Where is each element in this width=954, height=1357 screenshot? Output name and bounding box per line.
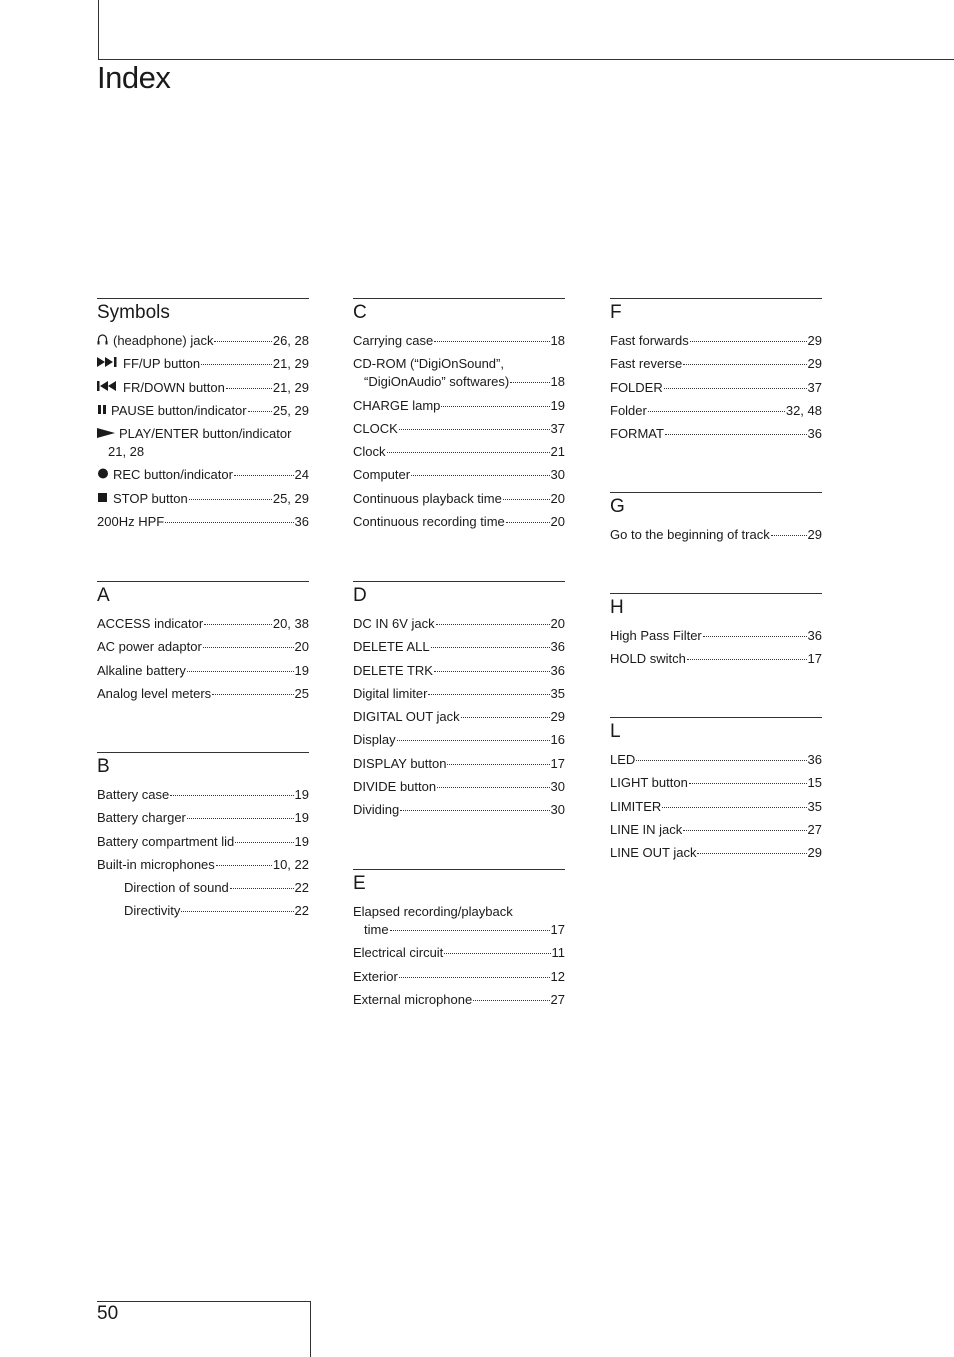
entry-pages: 36 bbox=[550, 639, 565, 655]
entry-term: CLOCK bbox=[353, 420, 398, 436]
entry-term: Elapsed recording/playback bbox=[353, 904, 513, 919]
index-entry bbox=[610, 355, 822, 373]
entry-term: DIVIDE button bbox=[353, 779, 437, 795]
index-entry bbox=[353, 731, 565, 749]
entry-pages: 10, 22 bbox=[272, 856, 309, 872]
index-entry bbox=[610, 821, 822, 839]
entry-term: FR/DOWN button bbox=[123, 379, 225, 395]
entry-pages: 27 bbox=[550, 991, 565, 1007]
index-entry bbox=[97, 638, 309, 656]
page-number: 50 bbox=[97, 1303, 119, 1324]
entry-term: Analog level meters bbox=[97, 685, 212, 701]
entry-term-continued: time bbox=[364, 922, 389, 937]
dot-leader bbox=[648, 411, 785, 412]
index-section-b bbox=[97, 752, 309, 926]
index-entry bbox=[97, 833, 309, 851]
entry-term: Direction of sound bbox=[124, 880, 229, 896]
dot-leader bbox=[165, 522, 293, 523]
entry-pages: 25, 29 bbox=[272, 402, 309, 418]
entry-term: CHARGE lamp bbox=[353, 397, 441, 413]
index-entry bbox=[353, 397, 565, 415]
dot-leader bbox=[399, 977, 550, 978]
dot-leader bbox=[204, 624, 272, 625]
entry-pages: 12 bbox=[550, 968, 565, 984]
entry-pages: 29 bbox=[550, 709, 565, 725]
dot-leader bbox=[428, 694, 549, 695]
stop-icon bbox=[97, 491, 109, 503]
entry-pages: 30 bbox=[550, 802, 565, 818]
record-icon bbox=[97, 467, 109, 479]
index-entry bbox=[610, 526, 822, 544]
entry-pages: 35 bbox=[550, 685, 565, 701]
entry-pages: 30 bbox=[550, 467, 565, 483]
entry-pages: 22 bbox=[294, 903, 309, 919]
entry-pages: 29 bbox=[807, 527, 822, 542]
headphones-icon bbox=[97, 333, 109, 345]
entry-pages: 36 bbox=[807, 628, 822, 643]
entry-term: Clock bbox=[353, 444, 386, 460]
entry-term: LED bbox=[610, 752, 636, 767]
index-entry bbox=[353, 615, 565, 633]
dot-leader bbox=[510, 382, 549, 383]
dot-leader bbox=[771, 535, 807, 536]
entry-pages: 36 bbox=[807, 752, 822, 767]
dot-leader bbox=[664, 388, 807, 389]
dot-leader bbox=[170, 795, 293, 796]
entry-pages: 25 bbox=[294, 685, 309, 701]
dot-leader bbox=[181, 911, 293, 912]
dot-leader bbox=[437, 787, 549, 788]
dot-leader bbox=[431, 647, 550, 648]
entry-term: DC IN 6V jack bbox=[353, 616, 435, 631]
entry-pages: 37 bbox=[550, 420, 565, 436]
dot-leader bbox=[399, 429, 550, 430]
section-heading: H bbox=[610, 597, 624, 618]
dot-leader bbox=[187, 818, 294, 819]
index-entry bbox=[353, 708, 565, 726]
entry-pages: 16 bbox=[550, 732, 565, 748]
entry-pages: 32, 48 bbox=[785, 402, 822, 418]
entry-pages: 15 bbox=[807, 775, 822, 791]
entry-term: CD-ROM (“DigiOnSound”, bbox=[353, 356, 504, 372]
index-entry bbox=[610, 774, 822, 792]
dot-leader bbox=[189, 499, 272, 500]
dot-leader bbox=[397, 740, 550, 741]
section-heading: F bbox=[610, 302, 622, 323]
index-entry bbox=[610, 332, 822, 350]
index-section-d bbox=[353, 581, 565, 825]
index-entry bbox=[610, 650, 822, 668]
entry-term: LINE OUT jack bbox=[610, 845, 697, 861]
dot-leader bbox=[461, 717, 550, 718]
dot-leader bbox=[212, 694, 293, 695]
entry-term: DELETE ALL bbox=[353, 639, 430, 655]
entry-pages: 19 bbox=[294, 833, 309, 849]
entry-pages: 20 bbox=[294, 639, 309, 655]
entry-pages: 20 bbox=[550, 490, 565, 506]
section-heading: C bbox=[353, 302, 367, 323]
dot-leader bbox=[387, 452, 550, 453]
entry-pages: 20, 38 bbox=[272, 616, 309, 631]
dot-leader bbox=[248, 411, 272, 412]
entry-term: Battery charger bbox=[97, 810, 186, 826]
entry-term: FF/UP button bbox=[123, 356, 201, 372]
index-section-h bbox=[610, 593, 822, 674]
index-entry bbox=[97, 685, 309, 703]
entry-term: Directivity bbox=[124, 903, 181, 919]
entry-term: REC button/indicator bbox=[113, 467, 233, 483]
fast-forward-icon bbox=[97, 356, 119, 368]
entry-term: Go to the beginning of track bbox=[610, 527, 770, 542]
index-entry bbox=[97, 662, 309, 680]
index-section-c bbox=[353, 298, 565, 536]
dot-leader bbox=[447, 764, 549, 765]
index-entry bbox=[610, 844, 822, 862]
dot-leader bbox=[636, 760, 806, 761]
entry-pages: 36 bbox=[807, 426, 822, 442]
entry-term: PAUSE button/indicator bbox=[111, 402, 247, 418]
entry-pages: 19 bbox=[294, 662, 309, 678]
index-entry bbox=[97, 379, 309, 397]
entry-pages: 17 bbox=[807, 651, 822, 667]
index-entry bbox=[353, 778, 565, 796]
dot-leader bbox=[411, 475, 549, 476]
dot-leader bbox=[683, 364, 806, 365]
index-entry bbox=[353, 755, 565, 773]
entry-term: FORMAT bbox=[610, 426, 664, 442]
entry-pages: 17 bbox=[550, 922, 565, 937]
entry-term: Built-in microphones bbox=[97, 856, 215, 872]
index-entry bbox=[97, 809, 309, 827]
dot-leader bbox=[441, 406, 549, 407]
dot-leader bbox=[662, 807, 806, 808]
entry-pages: 19 bbox=[294, 787, 309, 802]
dot-leader bbox=[230, 888, 294, 889]
index-entry bbox=[353, 490, 565, 508]
dot-leader bbox=[697, 853, 806, 854]
header-frame bbox=[98, 0, 954, 60]
index-entry bbox=[353, 420, 565, 438]
entry-pages: 22 bbox=[294, 880, 309, 896]
entry-pages: 27 bbox=[807, 821, 822, 837]
index-entry bbox=[610, 379, 822, 397]
dot-leader bbox=[201, 364, 272, 365]
index-entry bbox=[353, 944, 565, 962]
dot-leader bbox=[506, 522, 550, 523]
dot-leader bbox=[683, 830, 806, 831]
entry-term: Electrical circuit bbox=[353, 945, 444, 961]
dot-leader bbox=[689, 783, 807, 784]
entry-term: AC power adaptor bbox=[97, 639, 202, 655]
entry-term: Exterior bbox=[353, 968, 398, 984]
dot-leader bbox=[473, 1000, 549, 1001]
section-heading: A bbox=[97, 585, 110, 606]
dot-leader bbox=[434, 341, 549, 342]
entry-pages: 37 bbox=[807, 379, 822, 395]
entry-term: (headphone) jack bbox=[113, 333, 214, 348]
entry-pages: 25, 29 bbox=[272, 490, 309, 506]
index-section-symbols bbox=[97, 298, 309, 536]
index-entry bbox=[97, 615, 309, 633]
entry-term: PLAY/ENTER button/indicator bbox=[119, 426, 292, 442]
entry-term: Dividing bbox=[353, 802, 400, 818]
index-entry bbox=[610, 425, 822, 443]
dot-leader bbox=[687, 659, 807, 660]
play-icon bbox=[97, 427, 115, 439]
dot-leader bbox=[665, 434, 807, 435]
index-entry bbox=[353, 968, 565, 986]
dot-leader bbox=[390, 930, 550, 931]
index-entry bbox=[97, 856, 309, 874]
entry-term: Battery compartment lid bbox=[97, 833, 235, 849]
index-section-e bbox=[353, 869, 565, 1014]
index-entry bbox=[97, 402, 309, 420]
entry-pages: 29 bbox=[807, 845, 822, 861]
entry-term: LIGHT button bbox=[610, 775, 688, 791]
entry-term: Display bbox=[353, 732, 396, 748]
section-heading: Symbols bbox=[97, 302, 170, 323]
entry-pages: 11 bbox=[551, 945, 565, 961]
entry-term: External microphone bbox=[353, 991, 473, 1007]
dot-leader bbox=[234, 475, 294, 476]
entry-pages: 18 bbox=[550, 333, 565, 348]
index-entry bbox=[97, 513, 309, 531]
entry-pages: 30 bbox=[550, 779, 565, 795]
index-entry bbox=[97, 466, 309, 484]
dot-leader bbox=[690, 341, 807, 342]
index-entry bbox=[353, 685, 565, 703]
dot-leader bbox=[400, 810, 549, 811]
entry-pages: 20 bbox=[550, 616, 565, 631]
entry-term: Continuous playback time bbox=[353, 490, 502, 506]
entry-pages: 17 bbox=[550, 755, 565, 771]
entry-pages: 19 bbox=[294, 810, 309, 826]
index-entry bbox=[97, 490, 309, 508]
entry-term: FOLDER bbox=[610, 379, 663, 395]
entry-pages: 36 bbox=[294, 514, 309, 530]
entry-term: Carrying case bbox=[353, 333, 434, 348]
entry-term: DIGITAL OUT jack bbox=[353, 709, 460, 725]
dot-leader bbox=[203, 647, 294, 648]
entry-term: LINE IN jack bbox=[610, 821, 683, 837]
rewind-icon bbox=[97, 380, 119, 392]
entry-pages: 29 bbox=[807, 356, 822, 372]
entry-term: HOLD switch bbox=[610, 651, 686, 667]
index-entry bbox=[97, 786, 309, 804]
entry-term: Fast reverse bbox=[610, 356, 683, 372]
index-entry bbox=[97, 879, 309, 897]
index-entry bbox=[353, 443, 565, 461]
entry-pages: 36 bbox=[550, 662, 565, 678]
index-entry bbox=[353, 662, 565, 680]
section-heading: E bbox=[353, 873, 366, 894]
entry-term: Fast forwards bbox=[610, 333, 689, 348]
entry-pages: 24 bbox=[294, 467, 309, 483]
index-entry bbox=[353, 991, 565, 1009]
entry-pages: 21, 28 bbox=[108, 444, 145, 460]
entry-term: Continuous recording time bbox=[353, 514, 505, 530]
entry-pages: 21 bbox=[550, 444, 565, 460]
index-entry bbox=[353, 513, 565, 531]
dot-leader bbox=[226, 388, 272, 389]
entry-term: DELETE TRK bbox=[353, 662, 433, 678]
index-section-a bbox=[97, 581, 309, 708]
entry-term: DISPLAY button bbox=[353, 755, 447, 771]
entry-term-continued: “DigiOnAudio” softwares) bbox=[364, 374, 510, 390]
dot-leader bbox=[703, 636, 807, 637]
entry-term: STOP button bbox=[113, 490, 188, 506]
section-heading: D bbox=[353, 585, 367, 606]
index-entry bbox=[353, 332, 565, 350]
index-entry bbox=[610, 798, 822, 816]
index-entry bbox=[353, 466, 565, 484]
entry-term: High Pass Filter bbox=[610, 628, 702, 643]
dot-leader bbox=[503, 499, 550, 500]
dot-leader bbox=[187, 671, 294, 672]
index-entry bbox=[353, 355, 565, 391]
entry-term: Digital limiter bbox=[353, 685, 428, 701]
index-entry bbox=[353, 903, 565, 939]
entry-pages: 21, 29 bbox=[272, 379, 309, 395]
section-heading: B bbox=[97, 756, 110, 777]
entry-term: Alkaline battery bbox=[97, 662, 186, 678]
index-entry bbox=[97, 332, 309, 350]
entry-pages: 35 bbox=[807, 798, 822, 814]
entry-term: 200Hz HPF bbox=[97, 514, 165, 530]
index-section-g bbox=[610, 492, 822, 549]
index-entry bbox=[610, 751, 822, 769]
index-entry bbox=[353, 638, 565, 656]
dot-leader bbox=[444, 953, 550, 954]
index-entry bbox=[353, 801, 565, 819]
entry-term: ACCESS indicator bbox=[97, 616, 204, 631]
index-entry bbox=[97, 425, 309, 461]
dot-leader bbox=[235, 842, 293, 843]
index-entry bbox=[610, 402, 822, 420]
entry-term: Computer bbox=[353, 467, 411, 483]
entry-pages: 26, 28 bbox=[272, 333, 309, 348]
entry-pages: 21, 29 bbox=[272, 356, 309, 372]
pause-icon bbox=[97, 403, 107, 415]
section-heading: L bbox=[610, 721, 621, 742]
entry-term: Battery case bbox=[97, 787, 170, 802]
index-entry bbox=[97, 902, 309, 920]
entry-pages: 18 bbox=[550, 374, 565, 390]
entry-term: Folder bbox=[610, 402, 647, 418]
dot-leader bbox=[434, 671, 550, 672]
index-entry bbox=[97, 355, 309, 373]
entry-pages: 29 bbox=[807, 333, 822, 348]
dot-leader bbox=[214, 341, 271, 342]
index-entry bbox=[610, 627, 822, 645]
dot-leader bbox=[436, 624, 550, 625]
entry-pages: 20 bbox=[550, 514, 565, 530]
section-heading: G bbox=[610, 496, 625, 517]
dot-leader bbox=[216, 865, 272, 866]
entry-pages: 19 bbox=[550, 397, 565, 413]
entry-term: LIMITER bbox=[610, 798, 662, 814]
page-title: Index bbox=[97, 60, 171, 95]
index-section-f bbox=[610, 298, 822, 448]
index-section-l bbox=[610, 717, 822, 867]
footer-frame bbox=[97, 1301, 311, 1357]
